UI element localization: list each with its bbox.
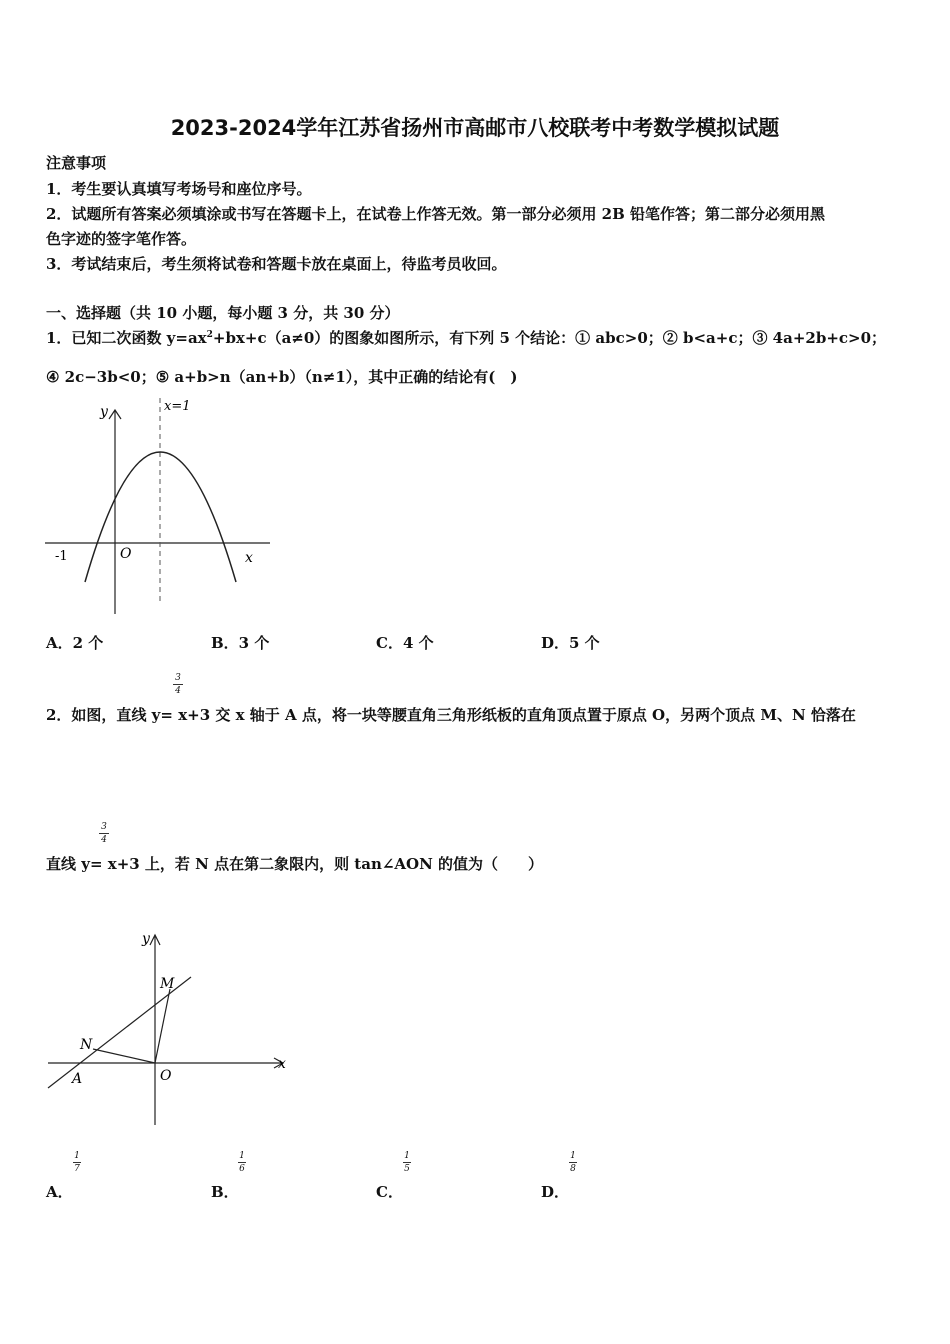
q2-option-a-num: 1 bbox=[74, 1151, 80, 1161]
q2-segment-on bbox=[93, 1049, 155, 1063]
q2-option-a[interactable]: A． bbox=[46, 1183, 73, 1201]
q2-option-b-num: 1 bbox=[239, 1151, 245, 1161]
q1-parabola-graph bbox=[40, 392, 270, 622]
q2-option-c-num: 1 bbox=[404, 1151, 410, 1161]
q1-option-b[interactable]: B．3 个 bbox=[211, 634, 270, 652]
q1-line-1-pre: 1．已知二次函数 y=ax bbox=[46, 329, 207, 347]
section-heading: 一、选择题（共 10 小题，每小题 3 分，共 30 分） bbox=[46, 304, 400, 322]
q1-option-c[interactable]: C．4 个 bbox=[376, 634, 434, 652]
q2-option-c-frac bbox=[403, 1151, 411, 1174]
notes-heading: 注意事项 bbox=[46, 154, 107, 172]
q1-axis-line-label: x=1 bbox=[164, 399, 191, 414]
q2-option-c-den: 5 bbox=[404, 1164, 410, 1174]
q2-line-1-pre: 2．如图，直线 y= bbox=[46, 706, 173, 724]
q1-superscript: 2 bbox=[206, 330, 213, 340]
q1-line-2: ④ 2c−3b<0；⑤ a+b>n（an+b）（n≠1），其中正确的结论有( ) bbox=[46, 368, 518, 386]
note-item-3: 3．考试结束后，考生须将试卷和答题卡放在桌面上，待监考员收回。 bbox=[46, 255, 507, 273]
note-item-1: 1．考生要认真填写考场号和座位序号。 bbox=[46, 180, 312, 198]
q1-line-1 bbox=[46, 327, 886, 348]
page-title: 2023-2024学年江苏省扬州市高邮市八校联考中考数学模拟试题 bbox=[170, 116, 780, 140]
q2-option-a-den: 7 bbox=[74, 1164, 80, 1174]
q2-option-a-frac bbox=[73, 1151, 81, 1174]
q2-x-label: x bbox=[278, 1056, 286, 1072]
q2-fraction-1-num: 3 bbox=[175, 673, 181, 683]
note-item-2-cont: 色字迹的签字笔作答。 bbox=[46, 230, 197, 248]
q2-option-d-den: 8 bbox=[570, 1164, 576, 1174]
q2-option-d-num: 1 bbox=[570, 1151, 576, 1161]
q2-line-2 bbox=[46, 853, 543, 874]
q2-option-b[interactable]: B． bbox=[211, 1183, 239, 1201]
q2-fraction-1 bbox=[173, 673, 183, 696]
q1-option-d[interactable]: D．5 个 bbox=[541, 634, 600, 652]
q2-option-c[interactable]: C． bbox=[376, 1183, 403, 1201]
q2-a-label: A bbox=[72, 1071, 83, 1087]
q2-option-b-frac bbox=[238, 1151, 246, 1174]
q2-fraction-2 bbox=[99, 822, 109, 845]
q2-line-2-post: x+3 上，若 N 点在第二象限内，则 tan∠AON 的值为（ ） bbox=[107, 855, 544, 873]
q1-x-label: x bbox=[245, 550, 253, 566]
q1-option-a[interactable]: A．2 个 bbox=[46, 634, 104, 652]
q2-fraction-2-num: 3 bbox=[101, 822, 107, 832]
q2-line-1 bbox=[46, 704, 856, 725]
q1-line-1-post: +bx+c（a≠0）的图象如图所示，有下列 5 个结论：① abc>0；② b<a+c；③ 4a+2b+c>0； bbox=[212, 329, 887, 347]
note-item-2: 2．试题所有答案必须填涂或书写在答题卡上，在试卷上作答无效。第一部分必须用 2B 铅笔作答；第二部分必须用黑 bbox=[46, 205, 826, 223]
q2-fraction-2-den: 4 bbox=[101, 835, 107, 845]
q2-option-d-frac bbox=[569, 1151, 577, 1174]
q2-y-label: y bbox=[142, 931, 150, 947]
q2-n-label: N bbox=[80, 1037, 93, 1053]
q1-origin-label: O bbox=[120, 546, 132, 562]
q2-segment-om bbox=[155, 989, 170, 1063]
q2-line-2-pre: 直线 y= bbox=[46, 855, 103, 873]
q2-line-graph bbox=[40, 925, 295, 1135]
q1-minus-one-label: -1 bbox=[55, 549, 68, 564]
q1-y-label: y bbox=[100, 404, 108, 420]
q2-line-1-post: x+3 交 x 轴于 A 点，将一块等腰直角三角形纸板的直角顶点置于原点 O，另两个顶点 M、N 恰落在 bbox=[178, 706, 856, 724]
q2-fraction-1-den: 4 bbox=[175, 686, 181, 696]
q2-o-label: O bbox=[160, 1068, 172, 1084]
q2-option-d[interactable]: D． bbox=[541, 1183, 570, 1201]
q2-m-label: M bbox=[160, 976, 175, 992]
q2-option-b-den: 6 bbox=[239, 1164, 245, 1174]
